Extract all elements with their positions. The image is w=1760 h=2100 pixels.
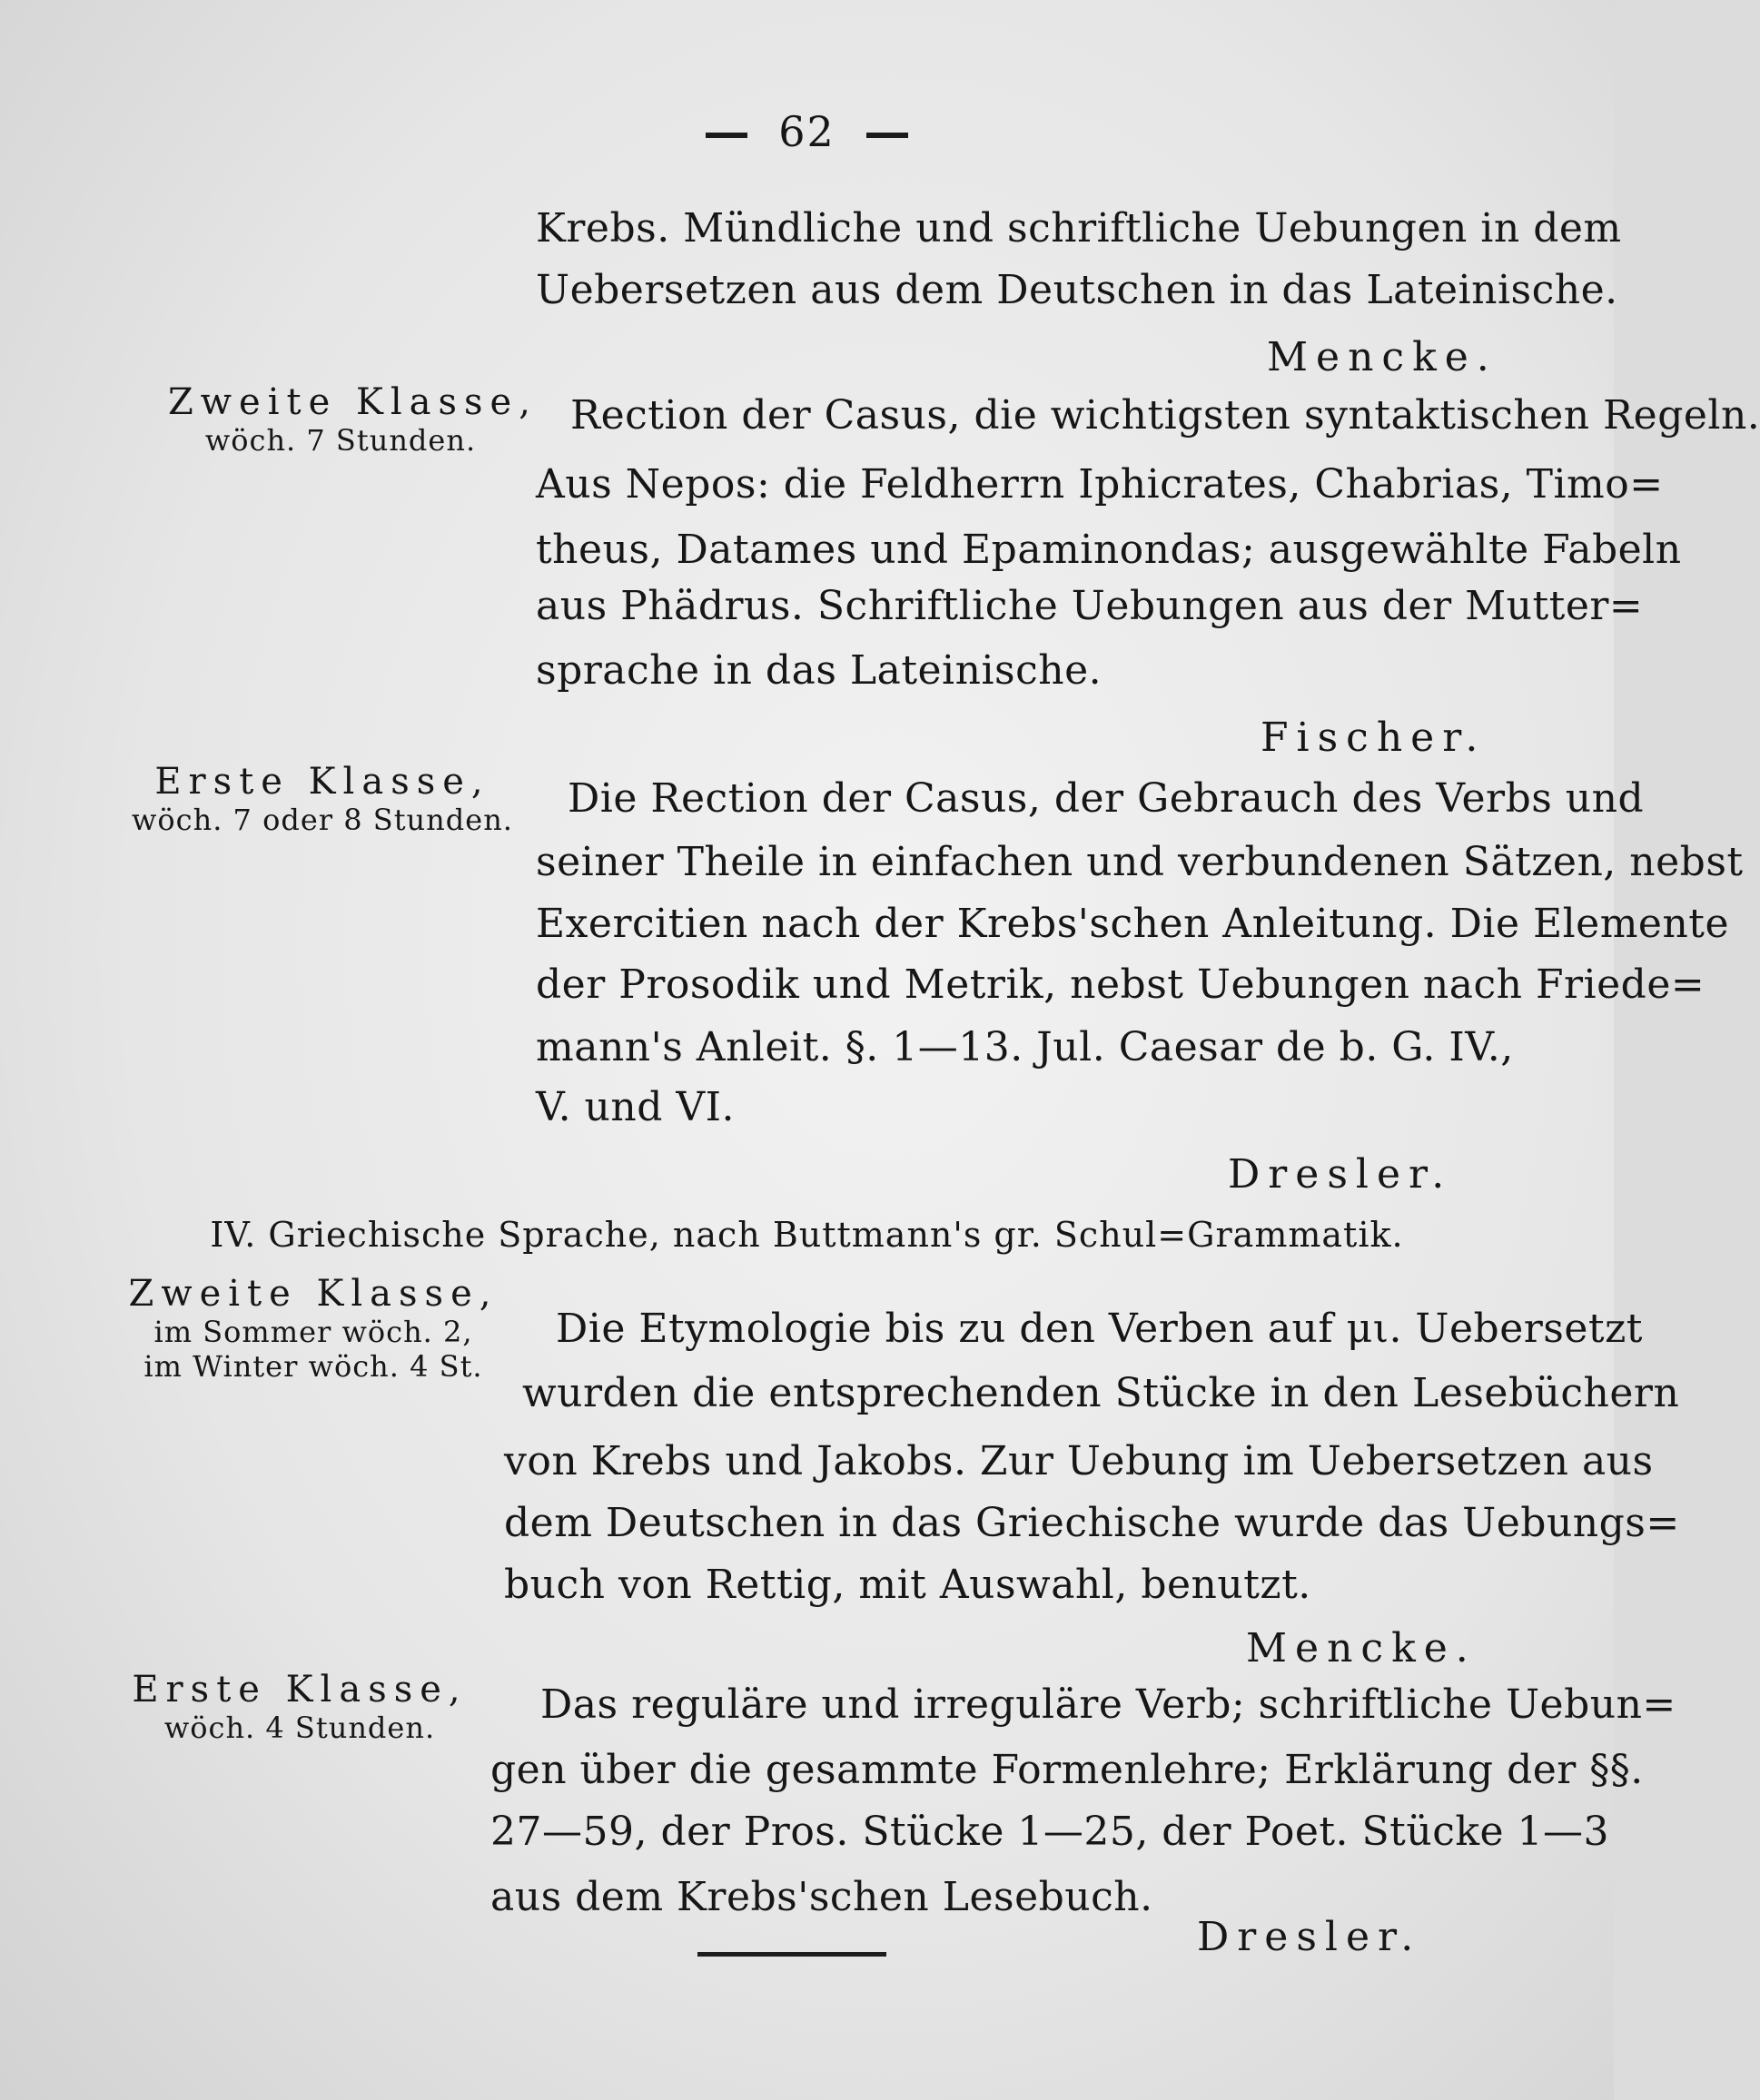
signature: Dresler. bbox=[1197, 1914, 1422, 1960]
class-label-greek-zweite bbox=[118, 1273, 509, 1384]
page-number: 62 bbox=[778, 107, 836, 156]
end-rule bbox=[697, 1952, 886, 1957]
signature: Mencke. bbox=[1246, 1625, 1477, 1671]
text-line: Das reguläre und irreguläre Verb; schriftliche Uebun= bbox=[540, 1681, 1676, 1728]
text-line: aus Phädrus. Schriftliche Uebungen aus der Mutter= bbox=[536, 583, 1644, 629]
text-line: Uebersetzen aus dem Deutschen in das Lateinische. bbox=[536, 267, 1618, 313]
text-line: der Prosodik und Metrik, nebst Uebungen nach Friede= bbox=[536, 961, 1706, 1008]
text-line: mann's Anleit. §. 1—13. Jul. Caesar de b. G. IV., bbox=[536, 1024, 1514, 1070]
text-line: von Krebs und Jakobs. Zur Uebung im Uebersetzen aus bbox=[504, 1438, 1654, 1484]
header-dash-left bbox=[706, 133, 747, 138]
text-line: buch von Rettig, mit Auswahl, benutzt. bbox=[504, 1562, 1311, 1608]
text-line: V. und VI. bbox=[536, 1084, 736, 1130]
section-title: IV. Griechische Sprache, nach Buttmann's gr. Schul=Grammatik. bbox=[210, 1215, 1404, 1255]
text-line: Exercitien nach der Krebs'schen Anleitung. Die Elemente bbox=[536, 901, 1730, 947]
class-label-latin-zweite bbox=[168, 381, 538, 458]
class-heading: Erste Klasse, bbox=[132, 1669, 468, 1711]
header-dash-right bbox=[866, 133, 908, 138]
page-header bbox=[0, 107, 1614, 156]
text-line: Krebs. Mündliche und schriftliche Uebungen in dem bbox=[536, 205, 1622, 251]
class-label-latin-erste bbox=[127, 761, 518, 837]
text-line: theus, Datames und Epaminondas; ausgewählte Fabeln bbox=[536, 527, 1682, 573]
text-line: aus dem Krebs'schen Lesebuch. bbox=[490, 1874, 1153, 1920]
signature: Fischer. bbox=[1261, 715, 1487, 761]
text-line: Aus Nepos: die Feldherrn Iphicrates, Chabrias, Timo= bbox=[536, 461, 1664, 508]
class-heading: Zweite Klasse, bbox=[128, 1273, 499, 1315]
signature: Mencke. bbox=[1267, 334, 1498, 380]
class-hours: im Sommer wöch. 2, bbox=[153, 1315, 473, 1349]
text-line: Rection der Casus, die wichtigsten syntaktischen Regeln. bbox=[570, 392, 1760, 439]
signature: Dresler. bbox=[1228, 1151, 1453, 1198]
class-label-greek-erste bbox=[118, 1669, 481, 1745]
class-heading: Erste Klasse, bbox=[154, 761, 490, 803]
class-heading: Zweite Klasse, bbox=[168, 381, 538, 423]
class-hours: wöch. 7 oder 8 Stunden. bbox=[132, 803, 513, 837]
text-line: Die Rection der Casus, der Gebrauch des Verbs und bbox=[568, 775, 1645, 822]
text-line: 27—59, der Pros. Stücke 1—25, der Poet. Stücke 1—3 bbox=[490, 1809, 1610, 1855]
text-line: wurden die entsprechenden Stücke in den Lesebüchern bbox=[522, 1370, 1680, 1416]
text-line: seiner Theile in einfachen und verbundenen Sätzen, nebst bbox=[536, 839, 1744, 885]
class-hours: wöch. 7 Stunden. bbox=[204, 423, 477, 458]
text-line: Die Etymologie bis zu den Verben auf μι. Uebersetzt bbox=[556, 1306, 1643, 1352]
class-hours: wöch. 4 Stunden. bbox=[163, 1711, 436, 1745]
text-line: sprache in das Lateinische. bbox=[536, 647, 1102, 694]
text-line: dem Deutschen in das Griechische wurde das Uebungs= bbox=[504, 1500, 1680, 1546]
class-hours: im Winter wöch. 4 St. bbox=[143, 1349, 483, 1384]
text-line: gen über die gesammte Formenlehre; Erklärung der §§. bbox=[490, 1747, 1644, 1793]
